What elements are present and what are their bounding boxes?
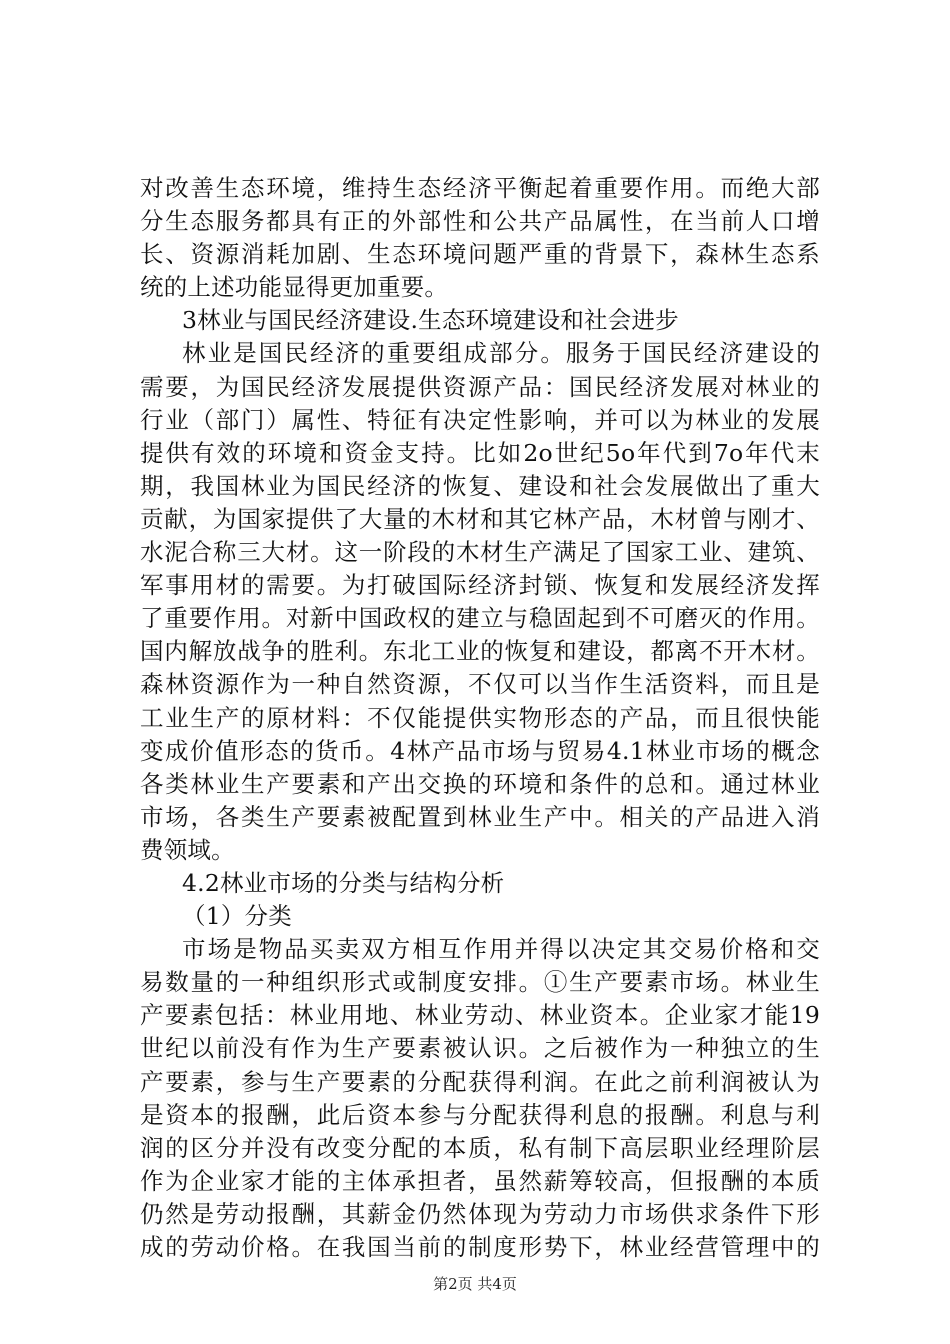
text-line: 费领域。 bbox=[140, 835, 235, 864]
text-line: 是资本的报酬，此后资本参与分配获得利息的报酬。利息与利 bbox=[140, 1100, 820, 1129]
text-line: （1）分类 bbox=[182, 902, 292, 931]
text-line: 成的劳动价格。在我国当前的制度形势下，林业经营管理中的 bbox=[140, 1233, 820, 1261]
text-line: 易数量的一种组织形式或制度安排。①生产要素市场。林业生 bbox=[140, 968, 820, 997]
text-line: 提供有效的环境和资金支持。比如2o世纪5o年代到7o年代末 bbox=[140, 438, 820, 467]
text-line: 产要素包括：林业用地、林业劳动、林业资本。企业家才能19 bbox=[140, 1001, 820, 1030]
text-line: 变成价值形态的货币。4林产品市场与贸易4.1林业市场的概念 bbox=[140, 736, 820, 765]
text-line: 水泥合称三大材。这一阶段的木材生产满足了国家工业、建筑、 bbox=[140, 538, 820, 567]
text-line: 期，我国林业为国民经济的恢复、建设和社会发展做出了重大 bbox=[140, 471, 820, 500]
document-body bbox=[140, 172, 820, 1264]
text-line: 分生态服务都具有正的外部性和公共产品属性，在当前人口增 bbox=[140, 207, 820, 236]
text-line: 作为企业家才能的主体承担者，虽然薪筹较高，但报酬的本质 bbox=[140, 1166, 820, 1195]
text-line: 军事用材的需要。为打破国际经济封锁、恢复和发展经济发挥 bbox=[140, 571, 820, 600]
page-footer: 第2页 共4页 bbox=[433, 1275, 517, 1293]
text-line: 世纪以前没有作为生产要素被认识。之后被作为一种独立的生 bbox=[140, 1034, 820, 1063]
text-line: 市场是物品买卖双方相互作用并得以决定其交易价格和交 bbox=[182, 935, 820, 964]
text-line: 森林资源作为一种自然资源，不仅可以当作生活资料，而且是 bbox=[140, 670, 820, 699]
text-line: 产要素，参与生产要素的分配获得利润。在此之前利润被认为 bbox=[140, 1067, 820, 1096]
text-line: 润的区分并没有改变分配的本质，私有制下高层职业经理阶层 bbox=[140, 1133, 820, 1162]
text-line: 3林业与国民经济建设.生态环境建设和社会进步 bbox=[182, 306, 679, 335]
text-line: 对改善生态环境，维持生态经济平衡起着重要作用。而绝大部 bbox=[140, 174, 820, 202]
text-line: 林业是国民经济的重要组成部分。服务于国民经济建设的 bbox=[182, 339, 820, 368]
text-line: 需要，为国民经济发展提供资源产品：国民经济发展对林业的 bbox=[140, 372, 820, 401]
text-line: 行业（部门）属性、特征有决定性影响，并可以为林业的发展 bbox=[140, 405, 820, 434]
text-line: 统的上述功能显得更加重要。 bbox=[140, 273, 449, 302]
text-line: 4.2林业市场的分类与结构分析 bbox=[182, 868, 505, 897]
text-line: 工业生产的原材料：不仅能提供实物形态的产品，而且很快能 bbox=[140, 703, 820, 732]
text-line: 国内解放战争的胜利。东北工业的恢复和建设，都离不开木材。 bbox=[140, 637, 820, 666]
text-line: 市场，各类生产要素被配置到林业生产中。相关的产品进入消 bbox=[140, 802, 820, 831]
text-line: 各类林业生产要素和产出交换的环境和条件的总和。通过林业 bbox=[140, 769, 820, 798]
text-line: 了重要作用。对新中国政权的建立与稳固起到不可磨灭的作用。 bbox=[140, 604, 820, 633]
text-line: 长、资源消耗加剧、生态环境问题严重的背景下，森林生态系 bbox=[140, 240, 820, 269]
text-line: 贡献，为国家提供了大量的木材和其它林产品，木材曾与刚才、 bbox=[140, 504, 820, 533]
text-line: 仍然是劳动报酬，其薪金仍然体现为劳动力市场供求条件下形 bbox=[140, 1199, 820, 1228]
